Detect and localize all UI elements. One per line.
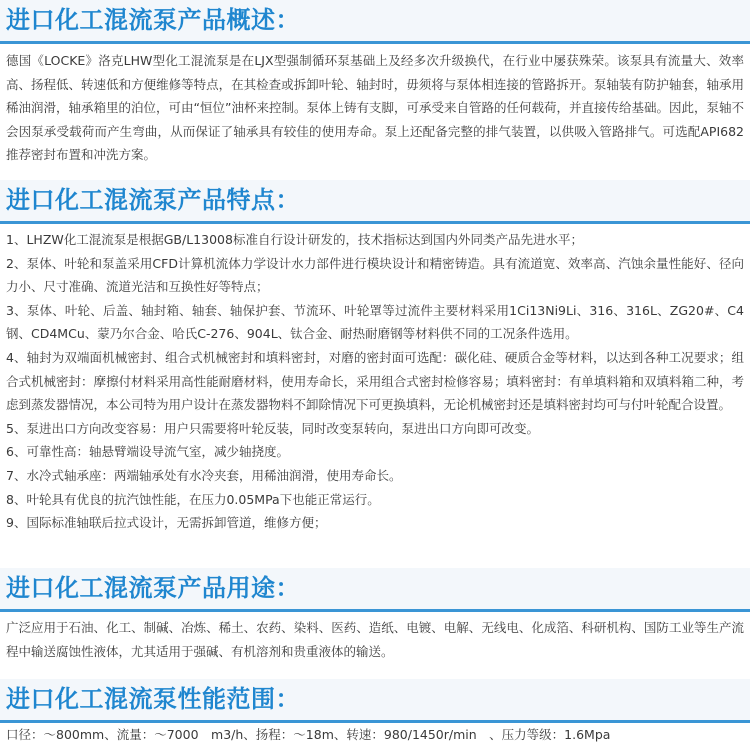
overview-title: 进口化工混流泵产品概述： <box>6 6 300 34</box>
performance-text: 口径：～800mm、流量：～7000 m3/h、扬程：～18m、转速：980/1450r/min 、压力等级：1.6Mpa <box>6 727 611 742</box>
feature-item-3: 3、泵体、叶轮、后盖、轴封箱、轴套、轴保护套、节流环、叶轮罩等过流件主要材料采用1Ci13Ni9Li、316、316L、ZG20#、C4钢、CD4MCu、蒙乃尔合金、哈氏C-276、904L、钛合金、耐热耐磨钢等材料供不同的工况条件选用。 <box>6 302 744 342</box>
performance-header <box>0 679 750 723</box>
feature-item-9: 9、国际标准轴联后拉式设计，无需拆卸管道，维修方便； <box>6 515 327 531</box>
feature-item-5: 5、泵进出口方向改变容易：用户只需要将叶轮反装，同时改变泵转向，泵进出口方向即可改变。 <box>6 420 539 436</box>
performance-title: 进口化工混流泵性能范围： <box>6 685 300 713</box>
overview-header <box>0 0 750 44</box>
applications-text: 广泛应用于石油、化工、制碱、冶炼、稀土、农药、染料、医药、造纸、电镀、电解、无线电、化成箔、科研机构、国防工业等生产流程中输送腐蚀性液体，尤其适用于强碱、有机溶剂和贵重液体的输送。 <box>6 620 744 659</box>
feature-item-8: 8、叶轮具有优良的抗汽蚀性能，在压力0.05MPa下也能正常运行。 <box>6 491 380 507</box>
applications-header <box>0 568 750 612</box>
features-list <box>6 228 744 535</box>
feature-item-4: 4、轴封为双端面机械密封、组合式机械密封和填料密封，对磨的密封面可选配：碳化硅、硬质合金等材料，以达到各种工况要求；组合式机械密封：摩擦付材料采用高性能耐磨材料，使用寿命长，采用组合式密封检修容易；填料密封：有单填料箱和双填料箱二种，考虑到蒸发器情况，本公司特为用户设计在蒸发器物料不卸除情况下可更换填料，无论机械密封还是填料密封均可与付叶轮配合设置。 <box>6 349 744 413</box>
feature-item-2: 2、泵体、叶轮和泵盖采用CFD计算机流体力学设计水力部件进行模块设计和精密铸造。具有流道宽、效率高、汽蚀余量性能好、径向力小、尺寸准确、流道光洁和互换性好等特点； <box>6 255 744 295</box>
feature-item-6: 6、可靠性高：轴悬臂端设导流气室，减少轴挠度。 <box>6 444 289 460</box>
overview-text: 德国《LOCKE》洛克LHW型化工混流泵是在LJX型强制循环泵基础上及经多次升级换代，在行业中屡获殊荣。该泵具有流量大、效率高、扬程低、转速低和方便维修等特点，在其检查或拆卸叶轮、轴封时，毋须将与泵体相连接的管路拆开。泵轴装有防护轴套，轴承用稀油润滑，轴承箱里的泊位，可由“恒位”油杯来控制。泵体上铸有支脚，可承受来自管路的任何载荷，并直接传给基础。因此，泵轴不会因泵承受载荷而产生弯曲，从而保证了轴承具有较佳的使用寿命。泵上还配备完整的排气装置，以供吸入管路排气。可选配API682推荐密封布置和冲洗方案。 <box>6 53 744 162</box>
features-title: 进口化工混流泵产品特点： <box>6 186 300 214</box>
applications-title: 进口化工混流泵产品用途： <box>6 574 300 602</box>
feature-item-7: 7、水冷式轴承座：两端轴承处有水冷夹套，用稀油润滑，使用寿命长。 <box>6 467 402 483</box>
features-header <box>0 180 750 224</box>
feature-item-1: 1、LHZW化工混流泵是根据GB/L13008标准自行设计研发的，技术指标达到国内外同类产品先进水平； <box>6 232 583 247</box>
